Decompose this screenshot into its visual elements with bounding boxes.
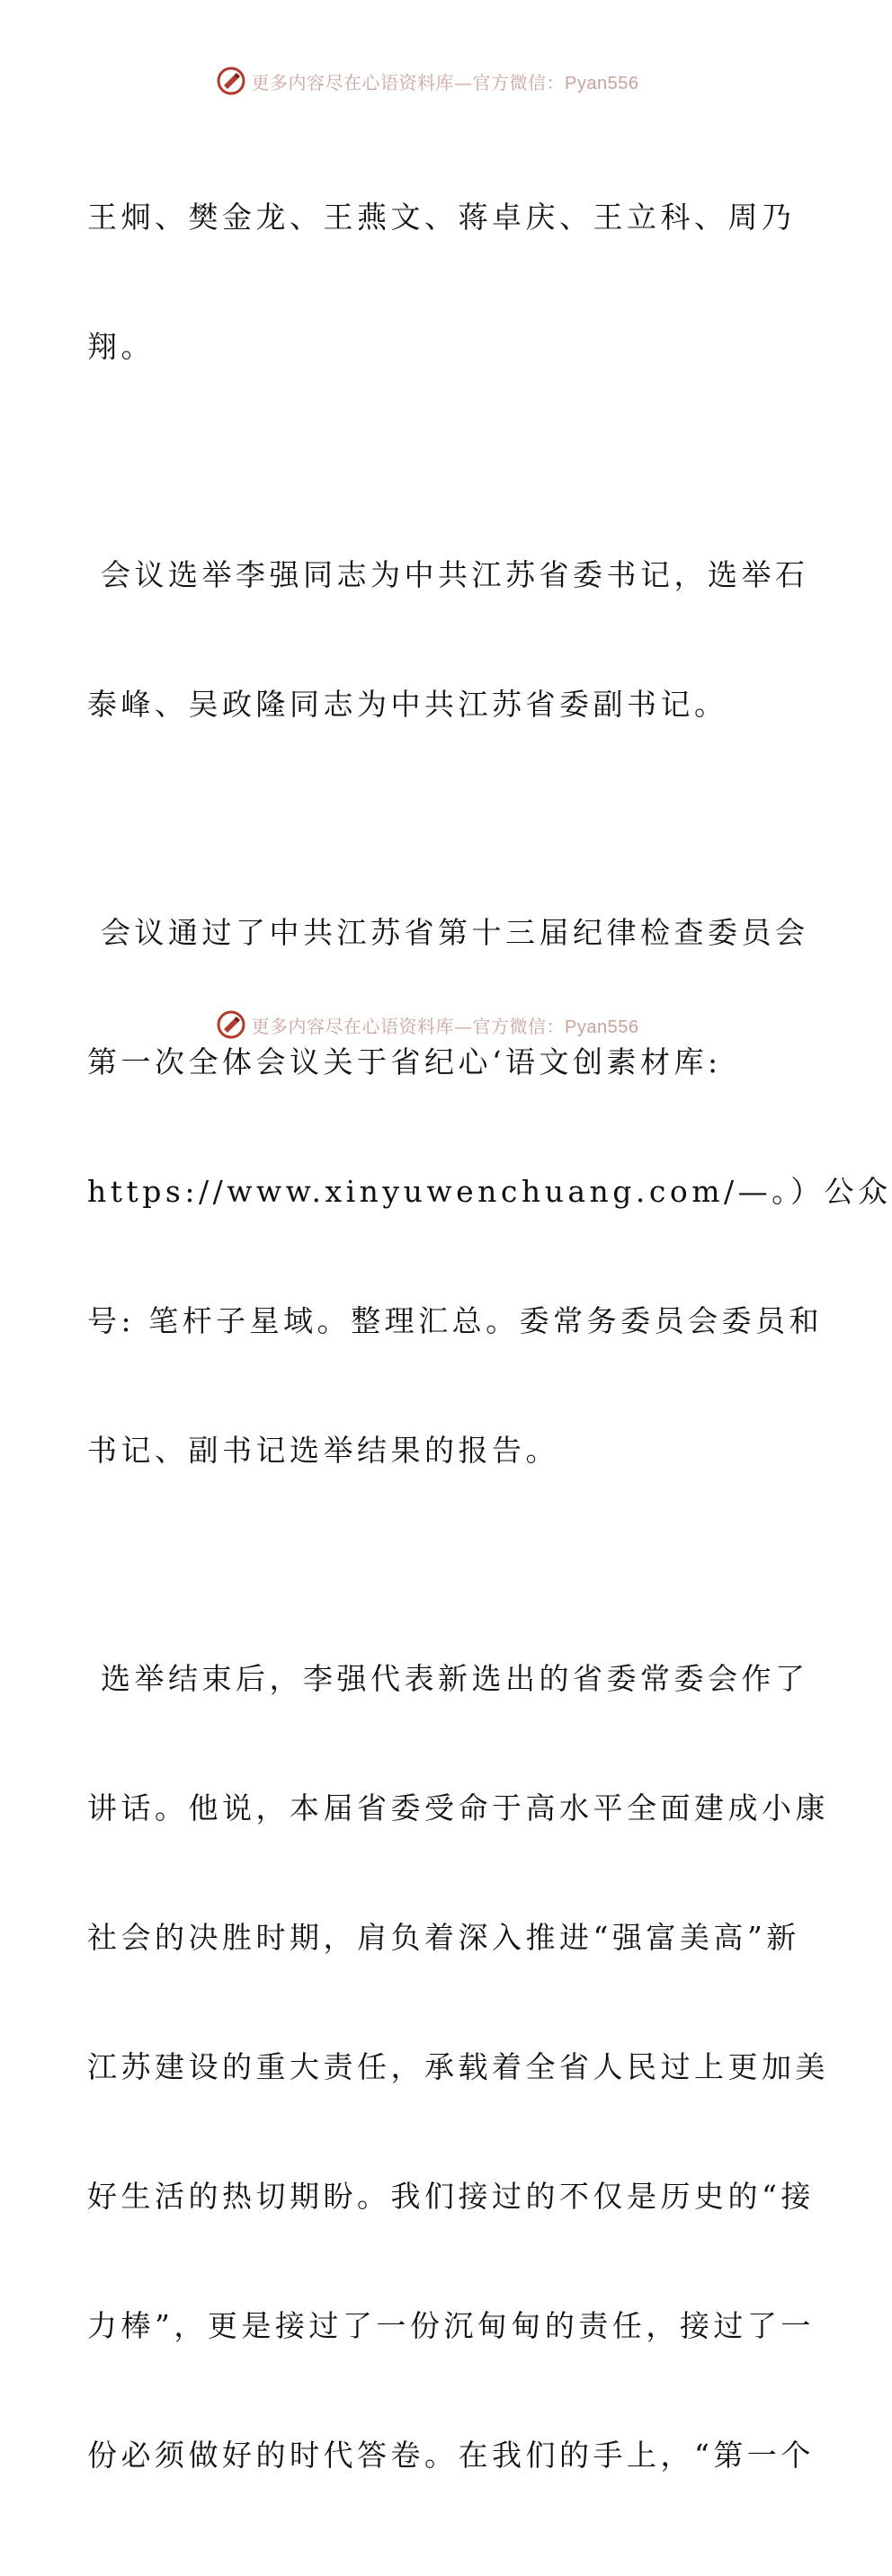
text-line: 力棒”，更是接过了一份沉甸甸的责任，接过了一 bbox=[87, 2308, 815, 2343]
text-line: 会议选举李强同志为中共江苏省委书记，选举石 bbox=[87, 557, 809, 592]
text-line: 王炯、樊金龙、王燕文、蒋卓庆、王立科、周乃 bbox=[87, 200, 796, 235]
paragraph-2 bbox=[87, 467, 809, 813]
header-wechat-label: 官方微信： bbox=[472, 71, 566, 93]
pen-logo-icon bbox=[216, 66, 246, 96]
footer-dash: — bbox=[454, 1015, 473, 1037]
text-line: 翔。 bbox=[87, 329, 155, 364]
text-line: 好生活的热切期盼。我们接过的不仅是历史的“接 bbox=[87, 2179, 815, 2214]
paragraph-4 bbox=[87, 1571, 829, 2563]
text-line: https://www.xinyuwenchuang.com/—。）公众 bbox=[87, 1174, 892, 1209]
footer-wechat-id: Pyan556 bbox=[565, 1017, 639, 1037]
text-line: 书记、副书记选举结果的报告。 bbox=[87, 1433, 559, 1468]
text-line: 会议通过了中共江苏省第十三届纪律检查委员会 bbox=[87, 915, 809, 950]
text-line: 社会的决胜时期，肩负着深入推进“强富美高”新 bbox=[87, 1920, 800, 1955]
text-line: 选举结束后，李强代表新选出的省委常委会作了 bbox=[87, 1661, 809, 1696]
footer-banner bbox=[0, 1007, 854, 1043]
paragraph-3 bbox=[87, 825, 892, 1559]
text-line: 江苏建设的重大责任，承载着全省人民过上更加美 bbox=[87, 2049, 829, 2084]
header-dash: — bbox=[454, 71, 473, 93]
document-body bbox=[87, 110, 892, 2576]
header-text bbox=[252, 68, 639, 94]
text-line: 讲话。他说，本届省委受命于高水平全面建成小康 bbox=[87, 1790, 829, 1825]
text-line: 第一次全体会议关于省纪心‘语文创素材库: bbox=[87, 1044, 722, 1079]
text-line: 份必须做好的时代答卷。在我们的手上，“第一个 bbox=[87, 2438, 815, 2473]
header-banner bbox=[0, 63, 854, 99]
footer-text bbox=[252, 1012, 639, 1038]
header-wechat-id: Pyan556 bbox=[565, 73, 639, 93]
header-site: 更多内容尽在心语资料库 bbox=[251, 71, 455, 93]
text-line: 泰峰、吴政隆同志为中共江苏省委副书记。 bbox=[87, 687, 728, 722]
footer-wechat-label: 官方微信： bbox=[472, 1015, 566, 1037]
text-line: 号: 笔杆子星域。整理汇总。委常务委员会委员和 bbox=[87, 1303, 824, 1338]
footer-site: 更多内容尽在心语资料库 bbox=[251, 1015, 455, 1037]
pen-logo-icon bbox=[216, 1009, 246, 1040]
paragraph-1 bbox=[87, 110, 796, 455]
